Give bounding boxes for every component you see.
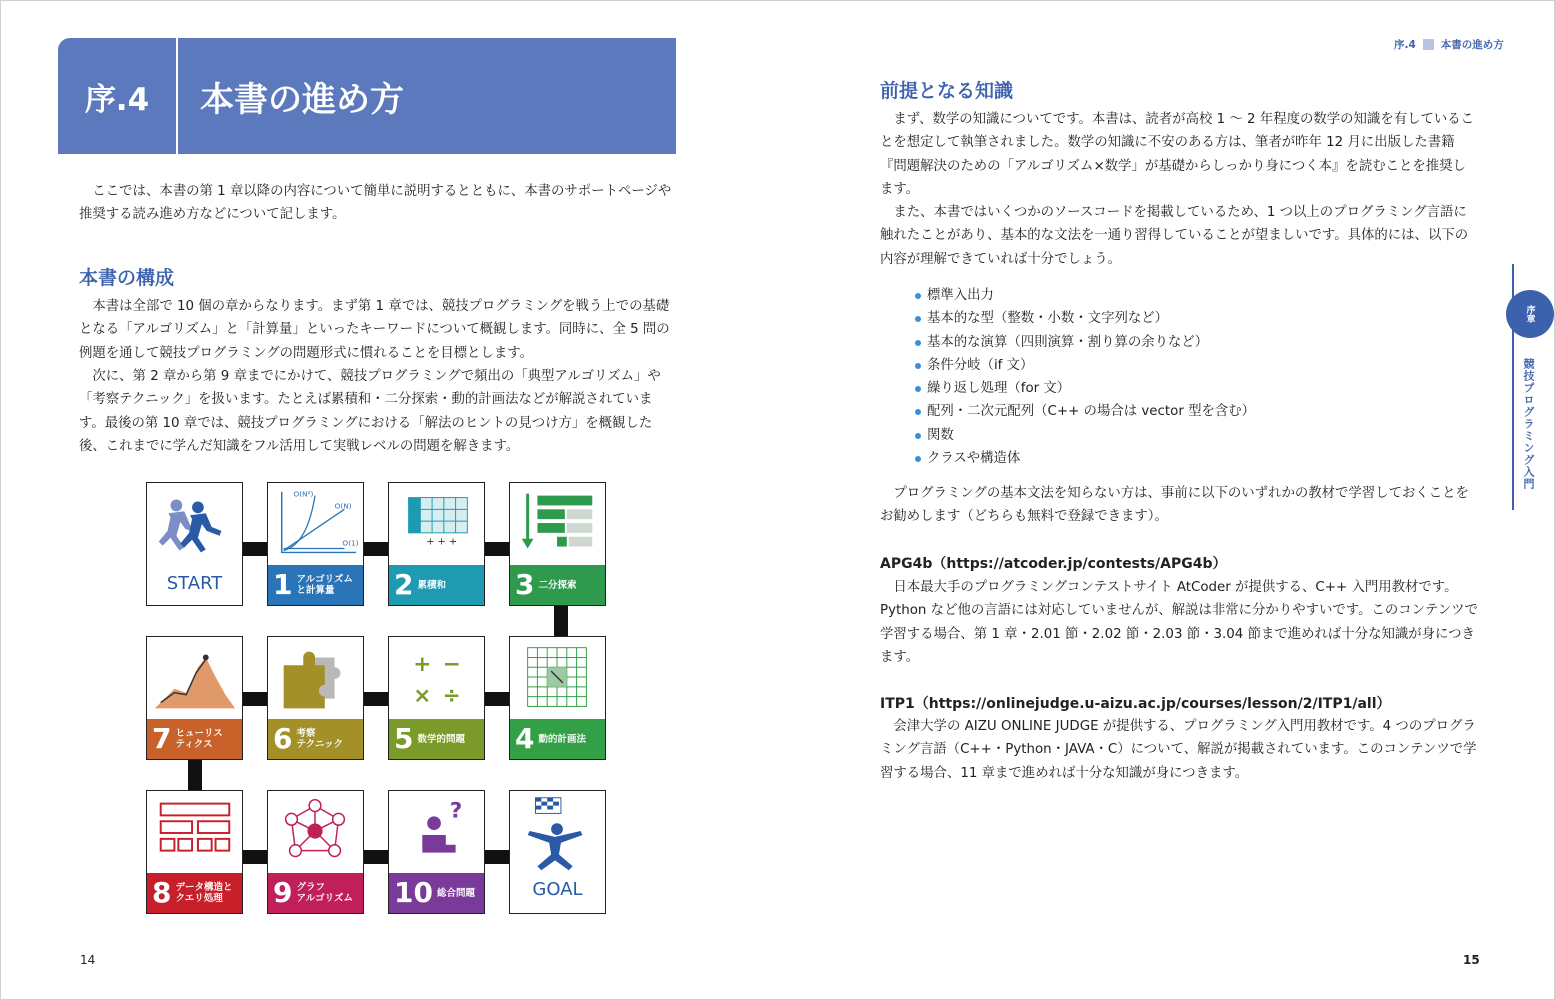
tile-chapter-2	[388, 482, 485, 606]
prerequisites-paragraph-3: プログラミングの基本文法を知らない方は、事前に以下のいずれかの教材で学習しておくことをお勧めします（どちらも無料で登録できます）。	[880, 486, 1469, 525]
structure-paragraph-2: 次に、第 2 章から第 9 章までにかけて、競技プログラミングで頻出の「典型アルゴリズム」や「考察テクニック」を扱います。たとえば累積和・二分探索・動的計画法などが解説されています。最後の第 10 章では、競技プログラミングにおける「解法のヒントの見つけ方」を概観した後、これまでに学んだ知識をフル活用して実戦レベルの問題を解きます。	[79, 369, 661, 454]
list-item: 基本的な型（整数・小数・文字列など）	[914, 307, 1474, 330]
graph-label-n: O(N)	[334, 501, 352, 511]
tile-chapter-6	[267, 636, 364, 760]
chapter-label-6: 考察 テクニック	[296, 728, 344, 750]
prerequisites-paragraph-2: また、本書ではいくつかのソースコードを掲載しているため、1 つ以上のプログラミング言語に触れたことがあり、基本的な文法を一通り習得していることが望ましいです。具体的には、以下の内容が理解できていれば十分でしょう。	[880, 205, 1469, 267]
list-item: 基本的な演算（四則演算・割り算の余りなど）	[914, 331, 1474, 354]
tile-chapter-9	[267, 790, 364, 914]
connector	[485, 850, 509, 864]
list-item: 条件分岐（if 文）	[914, 354, 1474, 377]
header-divider	[176, 38, 178, 154]
chapter-number-10: 10	[394, 876, 433, 909]
connector	[485, 692, 509, 706]
list-item: 繰り返し処理（for 文）	[914, 377, 1474, 400]
math-symbols-icon	[389, 637, 484, 721]
section-heading-structure: 本書の構成	[79, 267, 175, 289]
tile-start	[146, 482, 243, 606]
side-tab-circle: 序章	[1506, 290, 1554, 338]
chapter-number-9: 9	[273, 876, 293, 909]
chapter-number-4: 4	[515, 722, 535, 755]
running-head	[1394, 37, 1504, 52]
page-number-right: 15	[1463, 953, 1480, 967]
graph-label-n2: O(N²)	[293, 489, 314, 499]
svg-text:?: ?	[449, 798, 463, 824]
chapter-band	[268, 565, 363, 605]
chapter-number-5: 5	[394, 722, 414, 755]
chapter-number-1: 1	[273, 568, 293, 601]
chapter-band	[268, 873, 363, 913]
tile-chapter-3	[509, 482, 606, 606]
chapter-label-8: データ構造と クエリ処理	[175, 882, 233, 904]
list-item: 標準入出力	[914, 284, 1474, 307]
chapter-number-6: 6	[273, 722, 293, 755]
tile-chapter-10	[388, 790, 485, 914]
times-icon: ×	[413, 683, 432, 709]
structure-paragraph-1: 本書は全部で 10 個の章からなります。まず第 1 章では、競技プログラミングを戦う上での基礎となる「アルゴリズム」と「計算量」といったキーワードについて概観します。同時に、全 5 問の例題を通して競技プログラミングの問題形式に慣れることを目標とします。	[79, 299, 670, 361]
tile-chapter-8	[146, 790, 243, 914]
divide-icon: ÷	[442, 683, 461, 709]
connector	[364, 850, 388, 864]
goal-label: GOAL	[532, 879, 583, 900]
dp-table-icon	[510, 637, 605, 721]
connector	[554, 604, 568, 636]
tile-goal	[509, 790, 606, 914]
mountain-icon	[147, 637, 242, 721]
runners-icon	[147, 483, 242, 567]
chapter-band	[147, 719, 242, 759]
running-head-square	[1423, 39, 1434, 50]
chapter-label-3: 二分探索	[538, 579, 577, 591]
chapter-number-7: 7	[152, 722, 172, 755]
prefix-sum-grid-icon	[389, 483, 484, 567]
itp1-description: 会津大学の AIZU ONLINE JUDGE が提供する、プログラミング入門用教材です。4 つのプログラミング言語（C++・Python・JAVA・C）について、解説が掲載されています。このコンテンツで学習する場合、11 章まで進めれば十分な知識が身につきます。	[880, 719, 1477, 781]
chapter-number-2: 2	[394, 568, 414, 601]
chapter-band	[389, 719, 484, 759]
list-item: クラスや構造体	[914, 447, 1474, 470]
tile-chapter-4	[509, 636, 606, 760]
page-number-left: 14	[80, 953, 96, 967]
chapter-number: 序.4	[84, 81, 150, 118]
binary-search-icon	[510, 483, 605, 567]
chapter-label-9: グラフ アルゴリズム	[296, 882, 353, 904]
chapter-label-2: 累積和	[417, 579, 446, 591]
chapter-band	[510, 565, 605, 605]
tile-chapter-7	[146, 636, 243, 760]
connector	[243, 850, 267, 864]
chapter-title: 本書の進め方	[200, 79, 404, 120]
chapter-number-8: 8	[152, 876, 172, 909]
chapter-label-7: ヒューリス ティクス	[175, 728, 223, 750]
list-item: 関数	[914, 424, 1474, 447]
list-item: 配列・二次元配列（C++ の場合は vector 型を含む）	[914, 400, 1474, 423]
chapter-band	[389, 565, 484, 605]
complexity-graph-icon	[268, 483, 363, 567]
chapter-band	[510, 719, 605, 759]
chapter-header	[58, 38, 676, 154]
chapter-label-1: アルゴリズム と計算量	[296, 574, 353, 596]
apg4b-description: 日本最大手のプログラミングコンテストサイト AtCoder が提供する、C++ 入門用教材です。Python など他の言語には対応していませんが、解説は非常に分かりやすいです。このコンテンツで学習する場合、第 1 章・2.01 節・2.02 節・2.03 節・3.04 節まで進めれば十分な知識が身につきます。	[880, 580, 1478, 665]
connector	[243, 542, 267, 556]
running-head-title: 本書の進め方	[1440, 39, 1504, 51]
graph-network-icon	[268, 791, 363, 875]
data-structure-icon	[147, 791, 242, 875]
intro-paragraph: ここでは、本書の第 1 章以降の内容について簡単に説明するとともに、本書のサポートページや推奨する読み進め方などについて記します。	[79, 184, 672, 223]
puzzle-icon	[268, 637, 363, 721]
minus-icon: −	[442, 652, 461, 678]
tile-chapter-1	[267, 482, 364, 606]
connector	[188, 758, 202, 790]
section-heading-prerequisites: 前提となる知識	[880, 80, 1014, 102]
finish-runner-icon	[510, 791, 605, 875]
running-head-number: 序.4	[1394, 39, 1416, 51]
chapter-number-3: 3	[515, 568, 535, 601]
side-tab-text: 競技プログラミング入門	[1522, 358, 1535, 490]
itp1-heading: ITP1（https://onlinejudge.u-aizu.ac.jp/courses/lesson/2/ITP1/all）	[880, 696, 1391, 712]
chapter-band	[389, 873, 484, 913]
chapter-label-10: 総合問題	[436, 887, 475, 899]
connector	[243, 692, 267, 706]
tile-chapter-5	[388, 636, 485, 760]
start-label: START	[166, 573, 223, 594]
chapter-band	[268, 719, 363, 759]
thinking-person-icon	[389, 791, 484, 875]
graph-label-1: O(1)	[342, 538, 359, 548]
prerequisite-list	[914, 284, 1474, 470]
connector	[364, 692, 388, 706]
plus-icon: +	[413, 652, 432, 678]
chapter-band	[147, 873, 242, 913]
apg4b-heading: APG4b（https://atcoder.jp/contests/APG4b）	[880, 556, 1227, 572]
prerequisites-paragraph-1: まず、数学の知識についてです。本書は、読者が高校 1 〜 2 年程度の数学の知識を有していることを想定して執筆されました。数学の知識に不安のある方は、筆者が昨年 12 月に出版した書籍『問題解決のための「アルゴリズム×数学」が基礎からしっかり身につく本』を読むことを推奨します。	[880, 112, 1475, 197]
chapter-label-4: 動的計画法	[538, 733, 586, 745]
connector	[485, 542, 509, 556]
chapter-label-5: 数学的問題	[417, 733, 465, 745]
svg-text:+ + +: + + +	[426, 536, 458, 548]
connector	[364, 542, 388, 556]
side-tab	[1512, 264, 1552, 510]
chapter-roadmap	[146, 480, 616, 920]
